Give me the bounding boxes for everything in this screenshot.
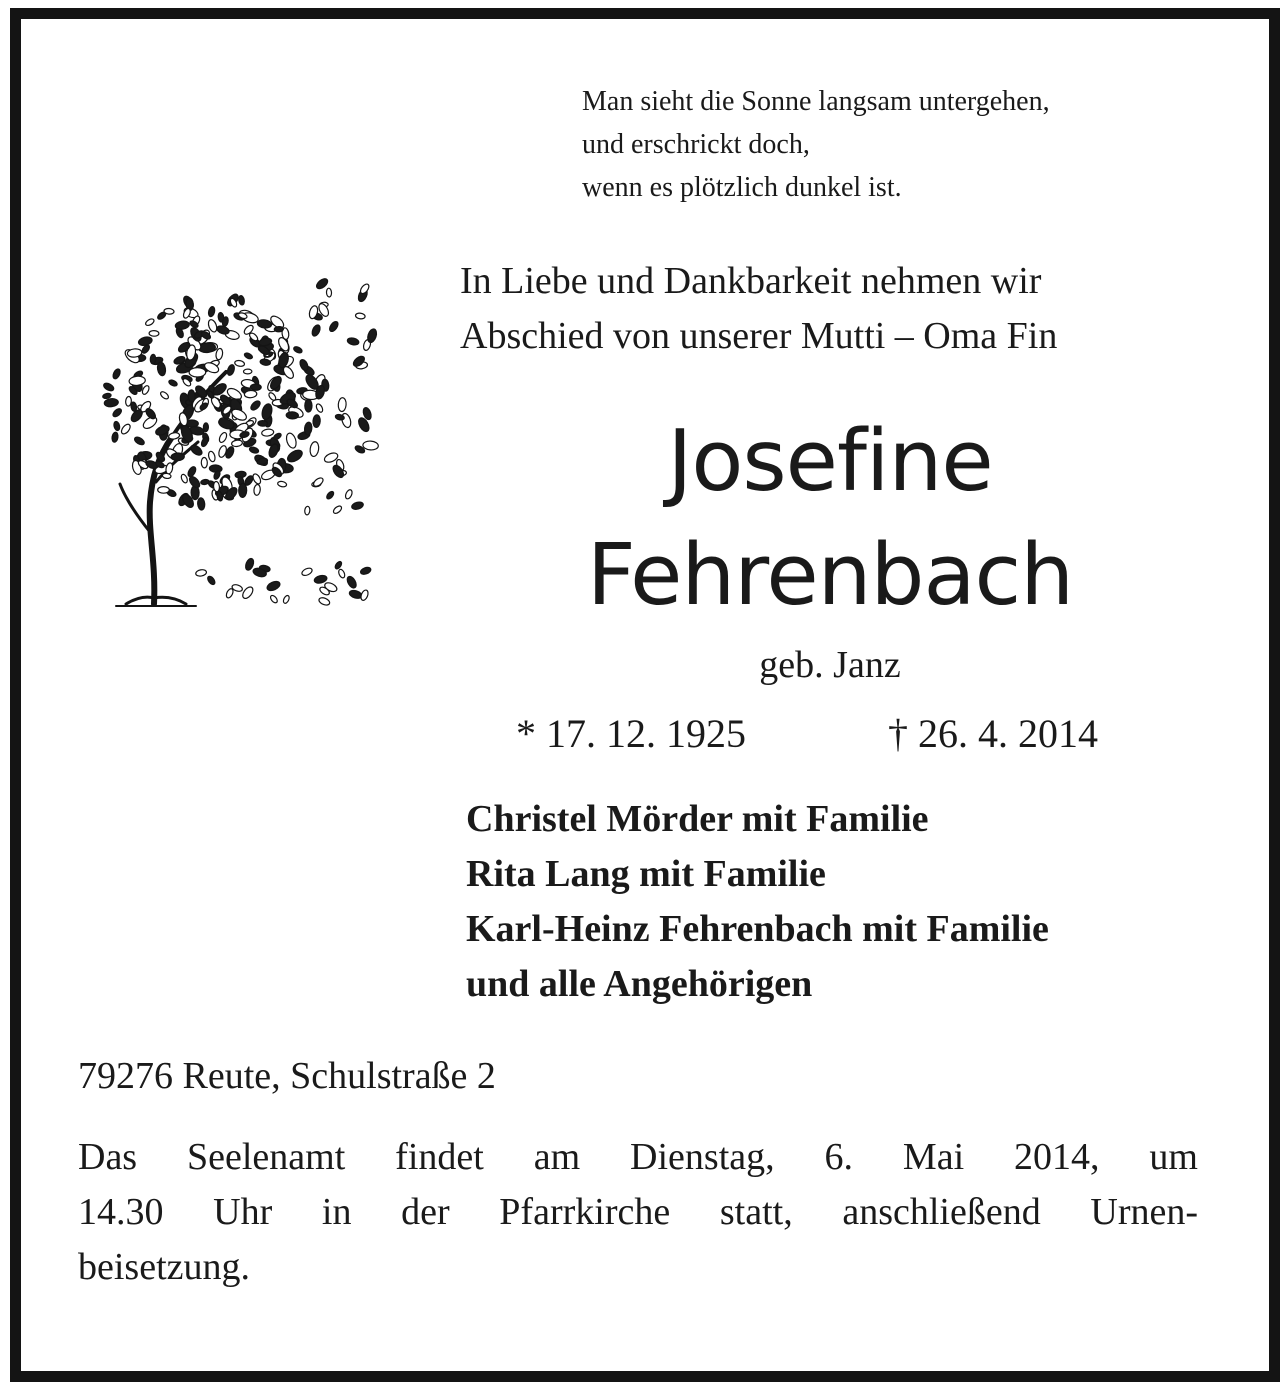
leaf-mark [332,505,343,515]
leaf-mark [363,441,379,451]
leaf-mark [238,295,245,305]
leaf-mark [334,560,343,570]
leaf-mark [243,369,251,374]
leaf-mark [208,306,216,317]
leaf-mark [162,473,171,479]
leaf-mark [201,457,207,468]
leaf-mark [273,432,283,441]
death-date: † 26. 4. 2014 [888,711,1098,756]
leaf-mark [314,574,328,584]
leaf-mark [104,398,119,407]
leaf-mark [145,318,156,327]
leaf-mark [315,403,324,413]
leaf-mark [218,431,228,443]
notice-line: 14.30 Uhr in der Pfarrkirche statt, anschließend Urnen- [78,1191,1198,1233]
leaf-mark [366,328,378,344]
leaf-mark [360,589,370,601]
leaf-mark [304,506,310,515]
leaf-mark [269,594,278,604]
mourner-entry: Christel Mörder mit Familie [466,798,929,840]
motto-quote [582,80,1050,209]
address: 79276 Reute, Schulstraße 2 [78,1055,496,1097]
leaf-mark [345,575,358,590]
leaf-mark [301,567,313,577]
leaf-mark [305,399,312,412]
leaf-mark [298,358,309,372]
leaf-mark [257,319,272,329]
leaf-mark [150,354,156,364]
tree-with-falling-leaves-icon [76,232,382,612]
leaf-mark [144,407,157,421]
leaf-mark [293,345,303,354]
leaf-mark [234,360,245,367]
mourner-entry: Rita Lang mit Familie [466,853,826,895]
leaf-mark [112,368,122,380]
leaf-mark [125,396,131,406]
leaf-mark [111,432,118,443]
leaf-mark [359,283,371,295]
deceased-birth-name: geb. Janz [759,644,901,686]
leaf-mark [189,368,206,377]
leaf-mark [344,489,353,500]
motto-line: Man sieht die Sonne langsam untergehen, [582,86,1050,117]
leaf-mark [347,337,360,346]
funeral-notice [78,1130,1198,1295]
motto-line: und erschrickt doch, [582,129,810,160]
leaf-mark [253,484,260,495]
leaf-mark [241,585,255,600]
leaf-mark [285,432,298,449]
leaf-mark [244,390,257,398]
leaf-mark [168,379,178,387]
leaf-mark [171,453,184,461]
leaf-mark [258,420,268,426]
leaf-mark [250,384,261,390]
leaf-mark [225,588,234,599]
leaf-mark [249,446,260,454]
leaf-mark [195,569,207,577]
leaf-mark [156,362,166,377]
intro-line: In Liebe und Dankbarkeit nehmen wir [460,260,1042,302]
leaf-mark [203,423,208,432]
leaf-mark [311,324,322,338]
leaf-mark [168,432,180,440]
leaf-mark [187,465,198,477]
notice-line: Das Seelenamt findet am Dienstag, 6. Mai 2014, um [78,1136,1198,1178]
leaf-mark [213,481,220,492]
leaf-mark [312,476,324,488]
intro-text [460,254,1057,364]
leaf-mark [149,330,159,336]
leaf-mark [313,415,321,428]
leaf-mark [268,392,277,402]
leaf-mark [282,595,290,605]
leaf-mark [286,412,299,420]
leaf-mark [120,423,132,436]
mourner-entry: und alle Angehörigen [466,963,813,1005]
leaf-mark [355,313,365,320]
leaf-mark [165,462,174,474]
leaf-mark [180,473,188,483]
leaf-mark [129,376,146,387]
leaf-mark [133,436,145,447]
leaf-mark [206,575,216,586]
leaf-mark [112,407,123,418]
leaf-mark [164,308,174,314]
birth-date: * 17. 12. 1925 [516,711,746,756]
leaf-mark [328,320,340,333]
leaf-mark [309,441,319,457]
leaf-mark [197,498,205,511]
leaf-mark [102,382,114,393]
leaf-mark [207,451,216,463]
leaf-mark [274,326,283,332]
mourners-list [466,792,1049,1012]
intro-line: Abschied von unserer Mutti – Oma Fin [460,315,1058,357]
leaf-mark [337,568,345,578]
leaf-mark [231,439,243,447]
leaf-mark [113,421,121,431]
deceased-first-name: Josefine [667,412,993,511]
leaf-mark [318,596,331,606]
leaf-mark [338,397,347,411]
leaf-mark [360,566,372,575]
leaf-mark [286,448,305,464]
leaf-mark [249,399,262,411]
mourner-entry: Karl-Heinz Fehrenbach mit Familie [466,908,1049,950]
leaf-mark [226,364,235,376]
motto-line: wenn es plötzlich dunkel ist. [582,172,902,203]
leaf-mark [175,320,190,330]
leaf-mark [159,390,169,400]
leaf-mark [304,422,313,435]
leaf-mark [325,490,335,500]
leaf-mark [158,487,170,494]
leaf-mark [200,437,209,448]
leaf-mark [261,428,274,436]
leaf-mark [277,481,287,488]
deceased-last-name: Fehrenbach [586,526,1074,625]
leaf-mark [326,288,332,297]
leaf-mark [243,352,253,360]
leaf-mark [351,501,364,511]
leaf-mark [266,580,282,593]
notice-line: beisetzung. [78,1246,251,1288]
